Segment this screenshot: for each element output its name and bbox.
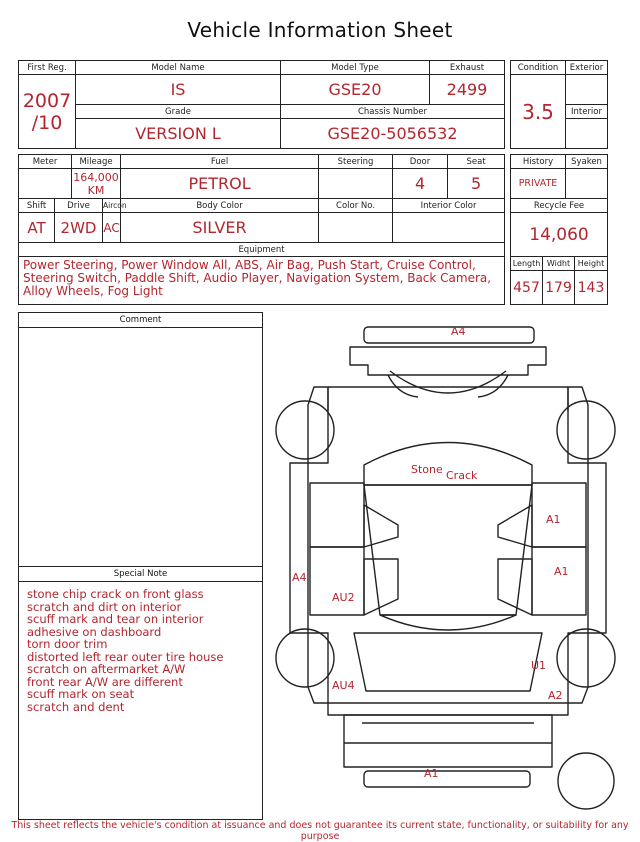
history-table <box>510 154 608 199</box>
grade-label: Grade <box>76 105 281 119</box>
syaken-label: Syaken <box>566 155 608 169</box>
special-note-item: adhesive on dashboard <box>27 624 162 639</box>
door-value: 4 <box>393 169 448 199</box>
height-label: Height <box>575 257 608 271</box>
front-windshield-base <box>380 615 516 630</box>
interior-color-value <box>393 213 505 243</box>
equipment-value: Power Steering, Power Window All, ABS, Air Bag, Push Start, Cruise Control, Steering Switch, Paddle Shift, Audio Player, Navigation System, Back Camera, Alloy Wheels, Fog Light <box>19 257 505 305</box>
exhaust-value: 2499 <box>430 75 505 105</box>
special-note-item: scratch on aftermarket A/W <box>27 662 186 676</box>
left-rear-wheel <box>276 401 334 459</box>
trunk-lid <box>390 371 506 393</box>
main-info-table <box>18 60 505 149</box>
front-end <box>328 703 568 715</box>
drive-label: Drive <box>55 199 103 213</box>
front-bumper-lip <box>364 771 530 787</box>
comment-box <box>18 312 263 567</box>
syaken-value <box>566 169 608 199</box>
door-label: Door <box>393 155 448 169</box>
model-type-value: GSE20 <box>281 75 430 105</box>
recycle-fee-label: Recycle Fee <box>511 199 608 213</box>
right-front-wheel <box>557 629 615 687</box>
left-side-sill <box>290 463 308 633</box>
exhaust-label: Exhaust <box>430 61 505 75</box>
seat-value: 5 <box>448 169 505 199</box>
special-note-item: scratch and dent <box>27 699 125 714</box>
specs-table <box>18 154 505 305</box>
right-rear-quarter <box>568 387 588 463</box>
front-bumper <box>344 715 552 743</box>
rear-bumper <box>364 327 534 343</box>
chassis-label: Chassis Number <box>281 105 505 119</box>
width-label: Widht <box>543 257 575 271</box>
condition-label: Condition <box>511 61 566 75</box>
fuel-label: Fuel <box>121 155 319 169</box>
special-note-item: distorted left rear outer tire house <box>27 649 224 664</box>
color-no-value <box>319 213 393 243</box>
special-note-label: Special Note <box>19 567 262 582</box>
model-type-label: Model Type <box>281 61 430 75</box>
mark-right-u1: U1 <box>531 659 547 672</box>
model-name-value: IS <box>76 75 281 105</box>
front-lower-bumper <box>344 743 552 767</box>
condition-score: 3.5 <box>511 75 566 149</box>
recycle-table <box>510 198 608 305</box>
special-note-item: front rear A/W are different <box>27 674 183 689</box>
right-front-glass <box>498 559 532 615</box>
length-label: Length <box>511 257 543 271</box>
exterior-label: Exterior <box>566 61 608 75</box>
mark-right-a1-lower: A1 <box>554 565 569 578</box>
special-notes-list <box>19 582 262 719</box>
interior-label: Interior <box>566 105 608 119</box>
recycle-fee-value: 14,060 <box>511 213 608 257</box>
interior-color-label: Interior Color <box>393 199 505 213</box>
body-color-label: Body Color <box>121 199 319 213</box>
meter-value <box>19 169 72 199</box>
hood <box>354 633 542 691</box>
mark-right-a2: A2 <box>548 689 563 702</box>
rear-window-left <box>388 375 418 397</box>
grade-value: VERSION L <box>76 119 281 149</box>
rear-window-right <box>478 375 508 397</box>
aircon-label: Aircon <box>103 199 121 213</box>
spare-tire <box>558 753 614 809</box>
shift-label: Shift <box>19 199 55 213</box>
special-note-item: stone chip crack on front glass <box>27 587 204 601</box>
roof <box>364 485 532 615</box>
mark-front-a1: A1 <box>424 767 439 780</box>
trunk-panel <box>350 347 546 375</box>
left-front-fender <box>308 633 328 703</box>
mark-right-a1-upper: A1 <box>546 513 561 526</box>
first-reg-value <box>19 75 76 149</box>
exterior-value <box>566 75 608 105</box>
mark-left-a4: A4 <box>292 571 307 584</box>
special-note-item: scratch and dirt on interior <box>27 599 182 614</box>
comment-label: Comment <box>19 313 262 328</box>
meter-label: Meter <box>19 155 72 169</box>
body-color-value: SILVER <box>121 213 319 243</box>
width-value: 179 <box>543 271 575 305</box>
left-front-wheel <box>276 629 334 687</box>
steering-label: Steering <box>319 155 393 169</box>
mark-left-au2: AU2 <box>332 591 355 604</box>
mark-rear-a4: A4 <box>451 325 466 338</box>
chassis-value: GSE20-5056532 <box>281 119 505 149</box>
first-reg-label: First Reg. <box>19 61 76 75</box>
history-label: History <box>511 155 566 169</box>
right-front-door <box>532 547 586 615</box>
left-front-door <box>310 547 364 615</box>
color-no-label: Color No. <box>319 199 393 213</box>
special-note-box <box>18 566 263 820</box>
mark-stone: Stone <box>411 463 443 476</box>
right-side-sill <box>588 463 606 633</box>
mark-left-au4: AU4 <box>332 679 355 692</box>
interior-value <box>566 119 608 149</box>
mileage-label: Mileage <box>72 155 121 169</box>
condition-table <box>510 60 608 149</box>
footer-disclaimer: This sheet reflects the vehicle's condition at issuance and does not guarantee its current state, functionality, or suitability for any purpose <box>11 820 629 842</box>
right-rear-wheel <box>557 401 615 459</box>
height-value: 143 <box>575 271 608 305</box>
rear-end-outline <box>328 387 568 411</box>
seat-label: Seat <box>448 155 505 169</box>
length-value: 457 <box>511 271 543 305</box>
drive-value: 2WD <box>55 213 103 243</box>
history-value: PRIVATE <box>511 169 566 199</box>
special-note-item: torn door trim <box>27 637 108 651</box>
special-note-item: scuff mark and tear on interior <box>27 612 204 626</box>
mileage-value: 164,000 KM <box>73 170 119 197</box>
first-reg-month: /10 <box>31 111 63 134</box>
special-note-item: scuff mark on seat <box>27 687 135 701</box>
mark-crack: Crack <box>446 469 478 482</box>
left-rear-door <box>310 483 364 547</box>
page-title: Vehicle Information Sheet <box>187 18 453 42</box>
model-name-label: Model Name <box>76 61 281 75</box>
fuel-value: PETROL <box>121 169 319 199</box>
left-front-glass <box>364 559 398 615</box>
car-damage-diagram <box>268 315 624 820</box>
right-front-fender <box>568 633 588 703</box>
first-reg-year: 2007 <box>22 89 72 112</box>
equipment-label: Equipment <box>19 243 505 257</box>
steering-value <box>319 169 393 199</box>
aircon-value: AC <box>103 213 121 243</box>
shift-value: AT <box>19 213 55 243</box>
